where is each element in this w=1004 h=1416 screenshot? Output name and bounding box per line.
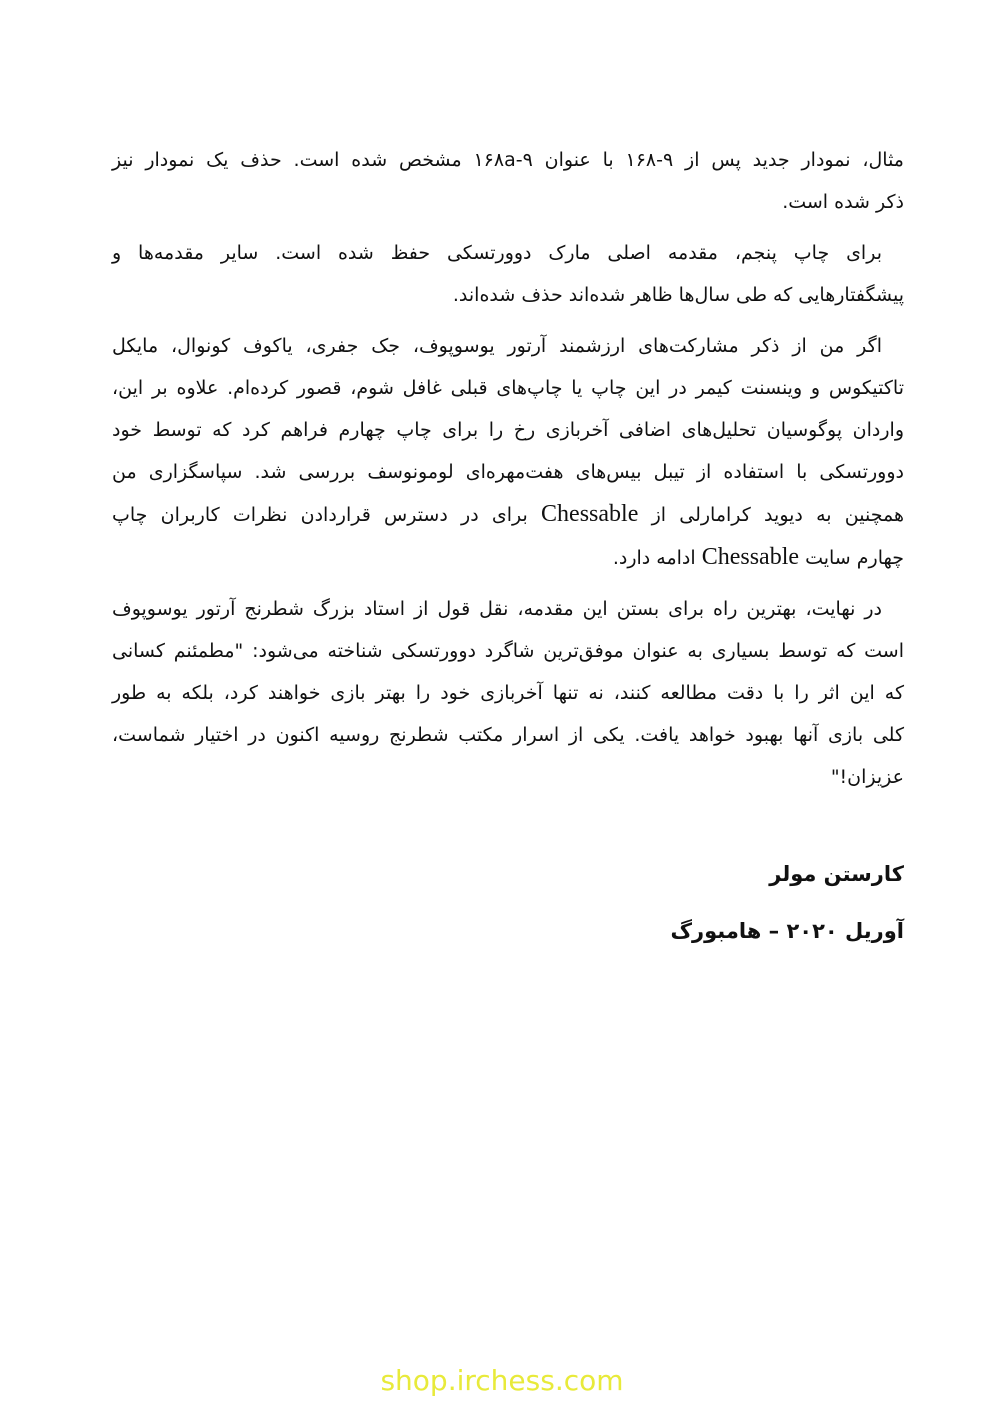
- text-line: کلی بازی آنها بهبود خواهد یافت. یکی از اسرار مکتب شطرنج روسیه اکنون در اختیار شماست،: [112, 724, 904, 746]
- paragraph: [112, 325, 904, 579]
- text-line: است که توسط بسیاری به عنوان موفق‌ترین شاگرد دوورتسکی شناخته می‌شود: "مطمئنم کسانی: [112, 640, 904, 662]
- text-line: دوورتسکی با استفاده از تیبل بیس‌های هفت‌مهره‌ای لومونوسف بررسی شد. سپاسگزاری من: [112, 461, 904, 483]
- paragraph: [112, 139, 904, 223]
- text-line: [112, 493, 904, 536]
- text-line: [112, 536, 904, 579]
- text-line: واردان پوگوسیان تحلیل‌های اضافی آخربازی رخ را برای چاپ چهارم فراهم کرد که توسط خود: [112, 419, 904, 441]
- text-line: در نهایت، بهترین راه برای بستن این مقدمه، نقل قول از استاد بزرگ شطرنج آرتور یوسوپوف: [112, 598, 882, 620]
- text-line: که این اثر را با دقت مطالعه کنند، نه تنها آخربازی خود را بهتر بازی خواهند کرد، بلکه به طور: [112, 682, 904, 704]
- text-line: اگر من از ذکر مشارکت‌های ارزشمند آرتور یوسوپوف، جک جفری، یاکوف کونوال، مایکل: [112, 335, 882, 357]
- text-line: برای چاپ پنجم، مقدمه اصلی مارک دوورتسکی حفظ شده است. سایر مقدمه‌ها و: [112, 242, 882, 264]
- chessable-word: Chessable: [541, 501, 639, 527]
- chessable-word: Chessable: [701, 544, 800, 570]
- signature-date-place: آوریل ۲۰۲۰ – هامبورگ: [670, 919, 904, 943]
- text-segment: چهارم سایت: [799, 547, 904, 569]
- paragraph: [112, 232, 904, 316]
- text-segment: همچنین به دیوید کرامارلی از: [638, 504, 904, 526]
- footer: [0, 1364, 1004, 1397]
- text-segment: برای در دسترس قراردادن نظرات کاربران چاپ: [112, 504, 542, 526]
- text-line: مثال، نمودار جدید پس از ۹-۱۶۸ با عنوان ۹-۱۶۸a مشخص شده است. حذف یک نمودار نیز: [112, 149, 904, 171]
- text-line: عزیزان!": [830, 766, 904, 788]
- paragraph: [112, 588, 904, 798]
- text-line: تاکتیکوس و وینسنت کیمر در این چاپ یا چاپ‌های قبلی غافل شوم، قصور کرده‌ام. علاوه بر این،: [112, 377, 904, 399]
- text-segment: ادامه دارد.: [612, 547, 702, 569]
- shop-link[interactable]: shop.irchess.com: [380, 1364, 624, 1397]
- text-line: پیشگفتارهایی که طی سال‌ها ظاهر شده‌اند حذف شده‌اند.: [452, 284, 904, 306]
- page-text-content: [112, 139, 904, 952]
- signature-name: کارستن مولر: [769, 862, 904, 886]
- text-line: ذکر شده است.: [782, 191, 904, 213]
- signature-block: [112, 853, 904, 952]
